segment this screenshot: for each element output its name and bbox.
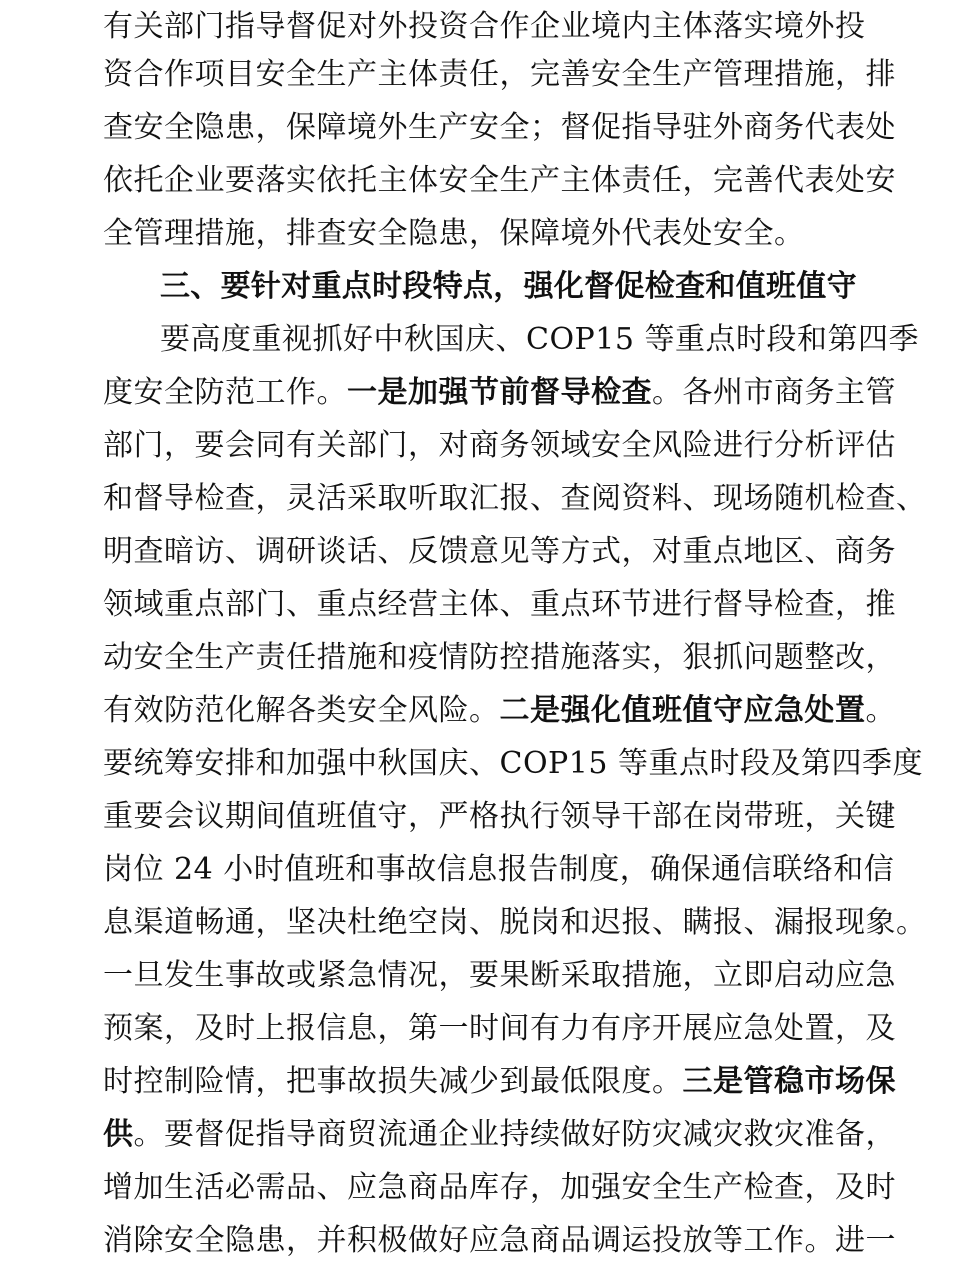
text-line: 消除安全隐患，并积极做好应急商品调运投放等工作。进一 (103, 1223, 896, 1258)
text-line (103, 684, 896, 738)
bold-point-three: 三是管稳市场保 (682, 1064, 896, 1099)
text-line: 资合作项目安全生产主体责任，完善安全生产管理措施，排 (103, 57, 896, 92)
text-line: 重要会议期间值班值守，严格执行领导干部在岗带班，关键 (103, 799, 896, 834)
bold-point-two: 二是强化值班值守应急处置 (499, 693, 866, 728)
text-line: 依托企业要落实依托主体安全生产主体责任，完善代表处安 (103, 163, 896, 198)
text-line: 全管理措施，排查安全隐患，保障境外代表处安全。 (103, 216, 805, 251)
text-line (103, 1108, 896, 1162)
text-line: 动安全生产责任措施和疫情防控措施落实，狠抓问题整改， (103, 640, 896, 675)
bold-point-one: 一是加强节前督导检查 (347, 375, 652, 410)
text-line: 预案，及时上报信息，第一时间有力有序开展应急处置，及 (103, 1011, 896, 1046)
text-segment: 。要督促指导商贸流通企业持续做好防灾减灾救灾准备， (133, 1117, 896, 1152)
text-line: 要统筹安排和加强中秋国庆、COP15 等重点时段及第四季度 (103, 746, 923, 781)
text-line: 有关部门指导督促对外投资合作企业境内主体落实境外投 (103, 9, 866, 44)
text-line: 息渠道畅通，坚决杜绝空岗、脱岗和迟报、瞒报、漏报现象。 (103, 905, 927, 940)
text-line: 部门，要会同有关部门，对商务领域安全风险进行分析评估 (103, 428, 896, 463)
text-line: 和督导检查，灵活采取听取汇报、查阅资料、现场随机检查、 (103, 481, 927, 516)
bold-point-three-end: 供 (103, 1117, 134, 1152)
text-line: 明查暗访、调研谈话、反馈意见等方式，对重点地区、商务 (103, 534, 896, 569)
text-segment: 度安全防范工作。 (103, 375, 347, 410)
text-line: 查安全隐患，保障境外生产安全；督促指导驻外商务代表处 (103, 110, 896, 145)
text-segment: 有效防范化解各类安全风险。 (103, 693, 500, 728)
text-segment: 。各州市商务主管 (652, 375, 896, 410)
text-line: 一旦发生事故或紧急情况，要果断采取措施，立即启动应急 (103, 958, 896, 993)
text-line: 领域重点部门、重点经营主体、重点环节进行督导检查，推 (103, 587, 896, 622)
text-line: 要高度重视抓好中秋国庆、COP15 等重点时段和第四季 (160, 322, 919, 357)
text-line (103, 366, 896, 420)
text-line: 岗位 24 小时值班和事故信息报告制度，确保通信联络和信 (103, 852, 895, 887)
text-line (103, 1055, 896, 1109)
text-line: 增加生活必需品、应急商品库存，加强安全生产检查，及时 (103, 1170, 896, 1205)
text-segment: 。 (865, 693, 896, 728)
text-segment: 时控制险情，把事故损失减少到最低限度。 (103, 1064, 683, 1099)
section-heading: 三、要针对重点时段特点，强化督促检查和值班值守 (160, 269, 857, 304)
